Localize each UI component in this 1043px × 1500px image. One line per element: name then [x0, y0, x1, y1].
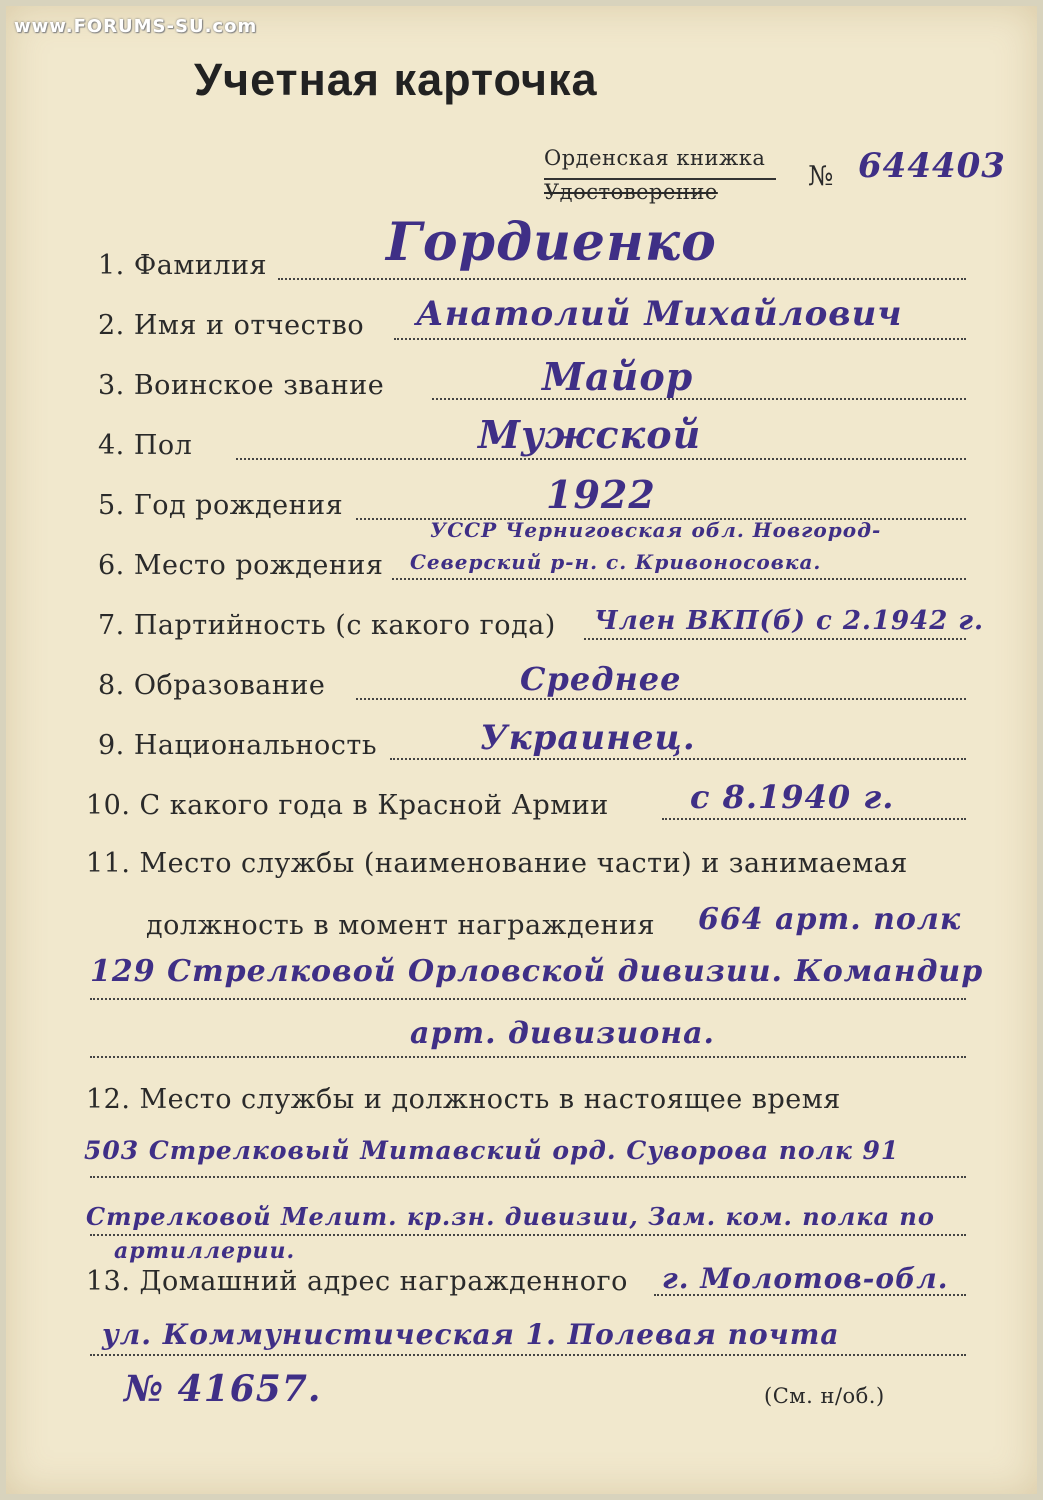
field-13-value-line-3: № 41657. — [124, 1368, 322, 1410]
field-7-value: Член ВКП(б) с 2.1942 г. — [594, 606, 985, 636]
field-9-label: 9. Национальность — [98, 730, 378, 761]
field-12-line-2 — [90, 1234, 966, 1236]
field-12-value-line-2: Стрелковой Мелит. кр.зн. дивизии, Зам. ком. полка по — [86, 1202, 935, 1231]
field-4-value: Мужской — [478, 412, 702, 457]
watermark: www.FORUMS-SU.com — [14, 16, 258, 37]
field-6-value-line-2: Северский р-н. с. Кривоносовка. — [410, 550, 822, 574]
field-12-label: 12. Место службы и должность в настоящее время — [86, 1084, 841, 1115]
field-13-line-2 — [90, 1354, 966, 1356]
field-12-value-line-3: артиллерии. — [114, 1238, 296, 1264]
field-13-label: 13. Домашний адрес награжденного — [86, 1266, 628, 1297]
field-1-value: Гордиенко — [386, 212, 717, 273]
field-10-value: с 8.1940 г. — [690, 778, 895, 816]
field-3-value: Майор — [542, 354, 694, 399]
field-11-label-line-2: должность в момент награждения — [146, 910, 656, 941]
field-13-value-line-2: ул. Коммунистическая 1. Полевая почта — [102, 1318, 840, 1351]
field-11-value-line-1: 664 арт. полк — [698, 902, 962, 937]
field-10-label: 10. С какого года в Красной Армии — [86, 790, 609, 821]
see-reverse-note: (См. н/об.) — [764, 1384, 885, 1408]
field-2-line — [394, 338, 966, 340]
field-11-line-2 — [90, 998, 966, 1000]
field-1-label: 1. Фамилия — [98, 250, 268, 281]
field-8-label: 8. Образование — [98, 670, 326, 701]
number-sign: № — [808, 161, 835, 192]
field-12-line-1 — [90, 1176, 966, 1178]
field-7-label: 7. Партийность (с какого года) — [98, 610, 556, 641]
field-10-line — [662, 818, 966, 820]
field-2-label: 2. Имя и отчество — [98, 310, 365, 341]
field-4-line — [236, 458, 966, 460]
order-book-number: 644403 — [858, 146, 1006, 186]
field-9-line — [390, 758, 966, 760]
field-11-value-line-2: 129 Стрелковой Орловской дивизии. Командир — [90, 954, 984, 989]
field-8-line — [356, 698, 966, 700]
field-1-line — [278, 278, 966, 280]
field-5-label: 5. Год рождения — [98, 490, 344, 521]
field-3-line — [432, 398, 966, 400]
field-3-label: 3. Воинское звание — [98, 370, 385, 401]
field-8-value: Среднее — [520, 660, 682, 698]
field-7-line — [584, 638, 966, 640]
field-6-line — [392, 578, 966, 580]
field-6-value-line-1: УССР Черниговская обл. Новгород- — [430, 518, 882, 542]
field-9-value: Украинец. — [480, 718, 696, 758]
field-13-value-line-1: г. Молотов-обл. — [662, 1262, 949, 1295]
field-4-label: 4. Пол — [98, 430, 193, 461]
field-11-label-line-1: 11. Место службы (наименование части) и занимаемая — [86, 848, 908, 879]
field-12-value-line-1: 503 Стрелковый Митавский орд. Суворова полк 91 — [84, 1136, 900, 1165]
certificate-label: Удостоверение — [544, 180, 718, 204]
field-11-line-3 — [90, 1056, 966, 1058]
field-6-label: 6. Место рождения — [98, 550, 384, 581]
field-11-value-line-3: арт. дивизиона. — [410, 1016, 715, 1051]
card-title: Учетная карточка — [194, 54, 598, 105]
order-book-label: Орденская книжка — [544, 146, 766, 170]
award-registration-card — [6, 6, 1037, 1494]
field-5-value: 1922 — [546, 472, 656, 517]
field-2-value: Анатолий Михайлович — [416, 294, 903, 334]
